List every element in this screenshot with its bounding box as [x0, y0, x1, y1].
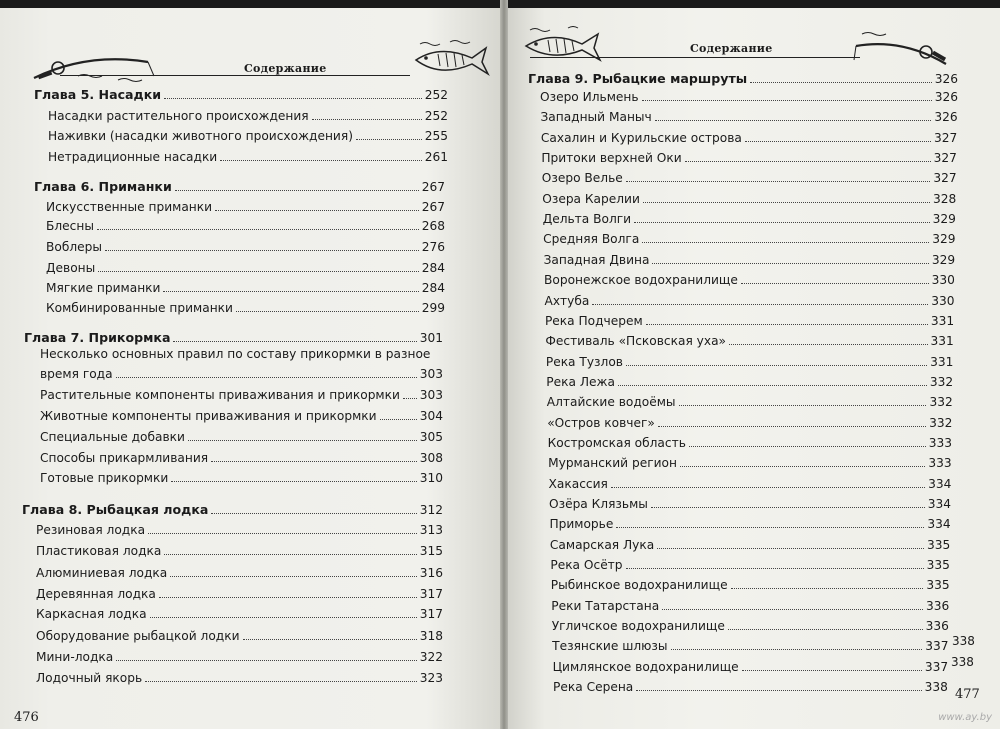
toc-item-page: 331: [930, 354, 954, 369]
toc-item-page: 332: [929, 374, 954, 389]
toc-item: [553, 680, 948, 694]
toc-item: [46, 261, 445, 275]
toc-item: [553, 660, 949, 674]
dot-leader: [642, 242, 929, 243]
toc-item: [548, 436, 952, 450]
toc-item-page: 338: [951, 655, 974, 669]
toc-item-page: 338: [924, 680, 948, 695]
toc-item: [40, 451, 443, 465]
toc-item-page: 329: [931, 252, 956, 267]
toc-item-title: Комбинированные приманки: [46, 301, 233, 315]
dot-leader: [679, 405, 927, 406]
toc-item-title: Угличское водохранилище: [551, 619, 725, 634]
toc-item: [36, 544, 443, 558]
toc-item-page: 335: [926, 578, 950, 593]
toc-item-page: 336: [925, 619, 949, 634]
dot-leader: [680, 466, 925, 467]
toc-chapter-title: Глава 8. Рыбацкая лодка: [22, 502, 209, 517]
toc-item-page: 337: [924, 659, 949, 674]
toc-item-page: 304: [419, 409, 443, 423]
toc-item: [546, 355, 954, 369]
toc-item: [543, 212, 956, 226]
toc-item-page: 268: [421, 219, 445, 233]
toc-item-page: 261: [424, 150, 448, 164]
toc-item: [40, 409, 443, 423]
toc-item-page: 334: [927, 497, 951, 511]
dot-leader: [403, 398, 417, 399]
toc-item-title: Рыбинское водохранилище: [550, 578, 728, 593]
dot-leader: [685, 161, 931, 162]
dot-leader: [662, 609, 923, 610]
toc-item-page: 318: [419, 629, 443, 643]
toc-chapter-title: Глава 9. Рыбацкие маршруты: [528, 71, 748, 86]
toc-item-page: 329: [932, 232, 956, 247]
toc-item-title: Наживки (насадки животного происхождения): [48, 129, 353, 143]
dot-leader: [164, 554, 416, 555]
dot-leader: [626, 181, 931, 182]
toc-item-page: 284: [421, 281, 445, 295]
dot-leader: [148, 533, 417, 534]
toc-item-page: 326: [934, 110, 958, 125]
toc-item-page: 308: [419, 451, 443, 465]
toc-item: [540, 90, 958, 104]
dot-leader: [236, 311, 419, 312]
dot-leader: [211, 461, 417, 462]
toc-item-title-line1: Несколько основных правил по составу прикормки в разное: [40, 347, 431, 361]
toc-item-title: Девоны: [46, 261, 96, 275]
toc-item: [40, 430, 443, 444]
toc-item: [551, 599, 949, 613]
toc-item-page: 316: [419, 566, 443, 580]
toc-item-title: Оборудование рыбацкой лодки: [36, 629, 240, 643]
fishing-rod-icon: [852, 30, 952, 70]
dot-leader: [750, 82, 932, 83]
dot-leader: [211, 513, 416, 514]
toc-item: [40, 471, 443, 485]
dot-leader: [116, 660, 417, 661]
toc-item-title: Река Подчерем: [544, 313, 643, 328]
toc-chapter-page: 252: [424, 88, 448, 102]
toc-chapter-title: Глава 7. Прикормка: [24, 330, 171, 345]
toc-item-title: Притоки верхней Оки: [541, 151, 682, 166]
toc-item-title: Пластиковая лодка: [36, 544, 162, 558]
left-header-title: Содержание: [244, 62, 327, 75]
toc-item-title: Ахтуба: [544, 293, 590, 308]
toc-item-page: 303: [419, 367, 443, 381]
toc-item: [36, 607, 443, 621]
toc-item-page: 334: [928, 476, 952, 491]
toc-item-page: 315: [419, 544, 443, 558]
toc-item-title: Река Тузлов: [545, 354, 623, 369]
toc-item: [542, 192, 956, 206]
dot-leader: [145, 681, 417, 682]
dot-leader: [116, 377, 417, 378]
toc-item: [540, 110, 957, 124]
toc-item-page: 331: [930, 334, 954, 349]
toc-item-title: Приморье: [549, 517, 614, 532]
fishing-rod-icon: [28, 46, 158, 86]
toc-item-page: 313: [419, 523, 443, 537]
toc-item: [46, 240, 445, 254]
toc-item-page: 335: [926, 558, 950, 573]
toc-item-title: Мурманский регион: [548, 456, 677, 471]
toc-chapter: [22, 503, 443, 517]
dot-leader: [164, 98, 422, 99]
toc-item-page: 327: [933, 151, 957, 166]
toc-chapter: [34, 180, 445, 194]
toc-item-page: 333: [928, 435, 953, 450]
toc-item-page: 329: [932, 212, 956, 227]
toc-item-title: Резиновая лодка: [36, 523, 146, 537]
toc-item-page: 330: [931, 293, 955, 308]
toc-item: [544, 273, 955, 287]
toc-item-page: 336: [925, 598, 950, 613]
dot-leader: [655, 120, 932, 121]
left-page-number: 476: [14, 710, 39, 725]
dot-leader: [626, 365, 927, 366]
toc-item-page: 338: [952, 634, 975, 648]
dot-leader: [626, 568, 924, 569]
toc-item-page: 255: [424, 129, 448, 143]
toc-chapter: [24, 331, 443, 345]
toc-item-page: 267: [421, 200, 445, 214]
toc-item: [545, 294, 955, 308]
toc-item-title: Река Лежа: [546, 374, 615, 389]
toc-item: [46, 281, 445, 295]
toc-item: [548, 456, 952, 470]
toc-item-page: 305: [419, 430, 443, 444]
dot-leader: [657, 548, 924, 549]
fish-icon: [518, 26, 604, 66]
toc-item-title: Хакассия: [548, 476, 608, 491]
toc-item-title: Западный Маныч: [540, 110, 652, 125]
toc-item: [549, 517, 950, 531]
toc-item: [550, 538, 950, 552]
toc-item-title: Насадки растительного происхождения: [48, 109, 309, 123]
toc-item-title: «Остров ковчег»: [547, 415, 655, 430]
toc-item: [541, 151, 957, 165]
toc-item-title: Воблеры: [46, 240, 102, 254]
toc-item-page: 252: [424, 109, 448, 123]
toc-item: [36, 671, 443, 685]
right-header-rule: [530, 57, 860, 58]
toc-item: [40, 367, 443, 381]
toc-item: [547, 416, 952, 430]
toc-item: [46, 200, 445, 214]
dot-leader: [652, 263, 928, 264]
toc-item-page: 328: [932, 191, 957, 206]
toc-item-title: Лодочный якорь: [36, 671, 143, 685]
dot-leader: [163, 291, 418, 292]
toc-chapter-page: 326: [934, 72, 958, 86]
toc-item-page: 303: [419, 388, 443, 402]
toc-item: [545, 334, 953, 348]
toc-item: [550, 558, 950, 572]
toc-item-title: Озёра Клязьмы: [549, 497, 648, 511]
dot-leader: [658, 426, 926, 427]
toc-item-page: 322: [419, 650, 443, 664]
dot-leader: [98, 271, 418, 272]
dot-leader: [150, 617, 417, 618]
toc-chapter-page: 267: [421, 180, 445, 194]
dot-leader: [729, 344, 928, 345]
toc-item: [549, 497, 951, 511]
toc-item-page: 337: [925, 639, 949, 654]
toc-item-title: Растительные компоненты приваживания и прикормки: [40, 388, 400, 402]
dot-leader: [215, 210, 419, 211]
toc-item-title: Сахалин и Курильские острова: [540, 130, 742, 145]
toc-item-title: Каркасная лодка: [36, 607, 147, 621]
toc-item-title: Цимлянское водохранилище: [552, 659, 739, 674]
toc-chapter-page: 301: [419, 331, 443, 345]
toc-chapter-title: Глава 5. Насадки: [34, 87, 162, 102]
toc-item: [36, 629, 443, 643]
toc-item-title: Способы прикармливания: [40, 451, 209, 465]
toc-item-title: Воронежское водохранилище: [544, 273, 738, 288]
toc-item: [552, 619, 949, 633]
toc-item: [36, 650, 443, 664]
toc-item-page: 335: [927, 537, 951, 552]
left-header-rule: [60, 75, 410, 76]
right-page-number: 477: [955, 687, 980, 702]
toc-item-title: Дельта Волги: [542, 212, 632, 227]
toc-item-title: Мягкие приманки: [46, 281, 161, 295]
dot-leader: [634, 222, 930, 223]
toc-item-page: 333: [928, 456, 952, 471]
toc-chapter-title: Глава 6. Приманки: [34, 179, 172, 194]
toc-item-page: 331: [930, 313, 955, 328]
toc-item: [544, 253, 956, 267]
toc-item: [547, 395, 953, 409]
dot-leader: [105, 250, 419, 251]
toc-item: [546, 375, 953, 389]
watermark: www.ay.by: [938, 712, 992, 723]
toc-item-title: Озеро Велье: [541, 171, 623, 186]
toc-item-title: Деревянная лодка: [36, 587, 156, 601]
toc-item: [543, 232, 955, 246]
toc-item-title: Самарская Лука: [549, 537, 655, 552]
toc-item: [36, 587, 443, 601]
dot-leader: [173, 341, 416, 342]
toc-item-title: Готовые прикормки: [40, 471, 169, 485]
toc-chapter-page: 312: [419, 503, 443, 517]
toc-item-page: 326: [934, 90, 958, 104]
dot-leader: [380, 419, 417, 420]
toc-item: [48, 109, 448, 123]
dot-leader: [356, 139, 422, 140]
toc-item: [46, 301, 445, 315]
toc-item: [545, 314, 954, 328]
toc-item-title: время года: [40, 367, 113, 381]
toc-item-title: Средняя Волга: [543, 232, 640, 247]
toc-item-title: Река Серена: [553, 680, 634, 695]
dot-leader: [643, 202, 930, 203]
dot-leader: [636, 690, 921, 691]
toc-item-title: Западная Двина: [543, 252, 650, 267]
toc-item: [46, 219, 445, 233]
toc-chapter: [34, 88, 448, 102]
dot-leader: [642, 100, 932, 101]
toc-item-title: Специальные добавки: [40, 430, 185, 444]
dot-leader: [728, 629, 923, 630]
toc-item-page: 284: [421, 261, 445, 275]
toc-item: [542, 171, 957, 185]
toc-item: [541, 131, 957, 145]
dot-leader: [243, 639, 417, 640]
toc-item-title: Мини-лодка: [36, 650, 114, 664]
toc-item: [549, 477, 952, 491]
toc-item-title: Озеро Ильмень: [540, 90, 639, 104]
toc-item-page: 327: [934, 130, 958, 145]
dot-leader: [616, 527, 924, 528]
toc-item: [36, 566, 443, 580]
toc-item-title: Фестиваль «Псковская уха»: [545, 334, 727, 349]
dot-leader: [312, 119, 422, 120]
toc-item-title: Блесны: [46, 219, 94, 233]
toc-item-title: Костромская область: [547, 435, 686, 450]
right-header-title: Содержание: [690, 42, 773, 55]
toc-item-title: Тезянские шлюзы: [552, 639, 668, 654]
toc-item-page: 334: [927, 517, 951, 532]
dot-leader: [611, 487, 925, 488]
dot-leader: [618, 385, 927, 386]
toc-item-page: 317: [419, 607, 443, 621]
toc-item-title: Искусственные приманки: [46, 200, 213, 214]
dot-leader: [651, 507, 925, 508]
toc-item: [40, 388, 443, 402]
toc-item-title: Животные компоненты приваживания и прикормки: [40, 409, 377, 423]
dot-leader: [731, 588, 924, 589]
dot-leader: [171, 481, 416, 482]
dot-leader: [646, 324, 928, 325]
toc-item-page: 323: [419, 671, 443, 685]
toc-item-page: 299: [421, 301, 445, 315]
toc-item: [551, 578, 950, 592]
fish-icon: [410, 38, 490, 80]
toc-item-page: 310: [419, 471, 443, 485]
toc-chapter: [528, 72, 958, 86]
toc-item-title: Алтайские водоёмы: [546, 395, 676, 410]
toc-item-title: Озера Карелии: [542, 191, 640, 206]
toc-item-page: 332: [929, 415, 953, 430]
dot-leader: [689, 446, 926, 447]
dot-leader: [220, 160, 422, 161]
dot-leader: [742, 670, 922, 671]
dot-leader: [745, 141, 931, 142]
dot-leader: [175, 190, 419, 191]
dot-leader: [671, 649, 923, 650]
toc-item-page: 317: [419, 587, 443, 601]
toc-item-page: 276: [421, 240, 445, 254]
dot-leader: [188, 440, 417, 441]
toc-item: [48, 129, 448, 143]
toc-item-page: 330: [931, 273, 955, 288]
toc-item-page: 327: [933, 171, 957, 186]
dot-leader: [741, 283, 929, 284]
toc-item: [48, 150, 448, 164]
toc-item: [552, 639, 948, 653]
toc-item-title: Река Осётр: [550, 558, 623, 573]
toc-item-title: Нетрадиционные насадки: [48, 150, 218, 164]
dot-leader: [592, 304, 928, 305]
book-gutter: [500, 0, 508, 729]
toc-item-title: Реки Татарстана: [551, 598, 660, 613]
toc-item-title: Алюминиевая лодка: [36, 566, 168, 580]
toc-item-page: 332: [929, 395, 953, 410]
dot-leader: [159, 597, 417, 598]
dot-leader: [170, 576, 416, 577]
dot-leader: [97, 229, 419, 230]
toc-item: [36, 523, 443, 537]
